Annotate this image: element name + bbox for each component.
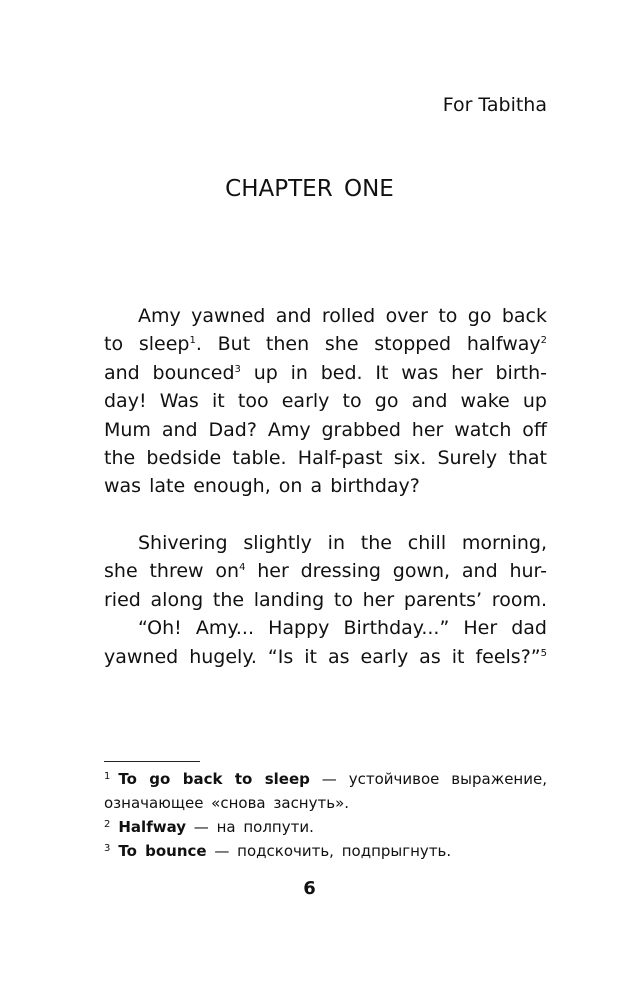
- page-number: 6: [303, 878, 316, 899]
- text-line: day! Was it too early to go and wake up: [104, 390, 547, 413]
- footnote-ref-1[interactable]: 1: [189, 335, 196, 347]
- footnote-text: устойчивое выражение,: [348, 770, 547, 788]
- footnote-ref-4[interactable]: 4: [239, 562, 246, 574]
- chapter-title: CHAPTER ONE: [225, 176, 394, 202]
- paragraph-1: [104, 302, 547, 501]
- footnote-term: To bounce: [118, 842, 207, 860]
- dedication: For Tabitha: [442, 94, 547, 116]
- text-line: ried along the landing to her parents’ room.: [104, 588, 547, 611]
- footnote-ref-3[interactable]: 3: [234, 363, 241, 375]
- footnote-ref-2[interactable]: 2: [540, 335, 547, 347]
- text-line: Shivering slightly in the chill morning,: [138, 532, 547, 554]
- footnote-ref-5[interactable]: 5: [540, 647, 547, 659]
- footnote-text: означающее «снова заснуть».: [104, 794, 350, 812]
- text-line: “Oh! Amy... Happy Birthday...” Her dad: [138, 617, 547, 640]
- footnote-3: $^3$ To bounce — подскочить, подпрыгнуть.: [104, 842, 452, 860]
- text-line: yawned hugely. “Is it as early as it feels?”$^5$: [104, 645, 547, 668]
- footnote-text: подскочить, подпрыгнуть.: [237, 842, 452, 860]
- text-line: she threw $on^4$ her dressing gown, and hur-: [104, 560, 547, 583]
- text-line: Amy yawned and rolled over to go back: [138, 305, 547, 327]
- text-line: the bedside table. Half-past six. Surely that: [104, 447, 547, 470]
- text-line: Mum and Dad? Amy grabbed her watch off: [104, 418, 547, 441]
- paragraph-2: [104, 529, 547, 671]
- footnote-term: To go back to sleep: [118, 770, 310, 788]
- footnote-divider: [104, 761, 200, 762]
- footnote-2: $^2$ Halfway — на полпути.: [104, 818, 314, 836]
- footnotes: [104, 767, 547, 863]
- footnote-text: на полпути.: [216, 818, 314, 836]
- footnote-term: Halfway: [118, 818, 187, 836]
- footnote-1: $^1$ To go back to sleep — устойчивое выражение,: [104, 770, 547, 788]
- footnote-1-continued: [104, 791, 547, 815]
- text-line: was late enough, on a birthday?: [104, 475, 420, 498]
- text-line: and bounced$^3$ up in bed. It was her birth-: [104, 361, 547, 384]
- text-line: to sleep$^1$. But then she stopped halfway$^2$: [104, 333, 547, 356]
- footnote-number: 3: [104, 843, 111, 854]
- footnote-number: 2: [104, 819, 111, 830]
- footnote-number: 1: [104, 771, 111, 782]
